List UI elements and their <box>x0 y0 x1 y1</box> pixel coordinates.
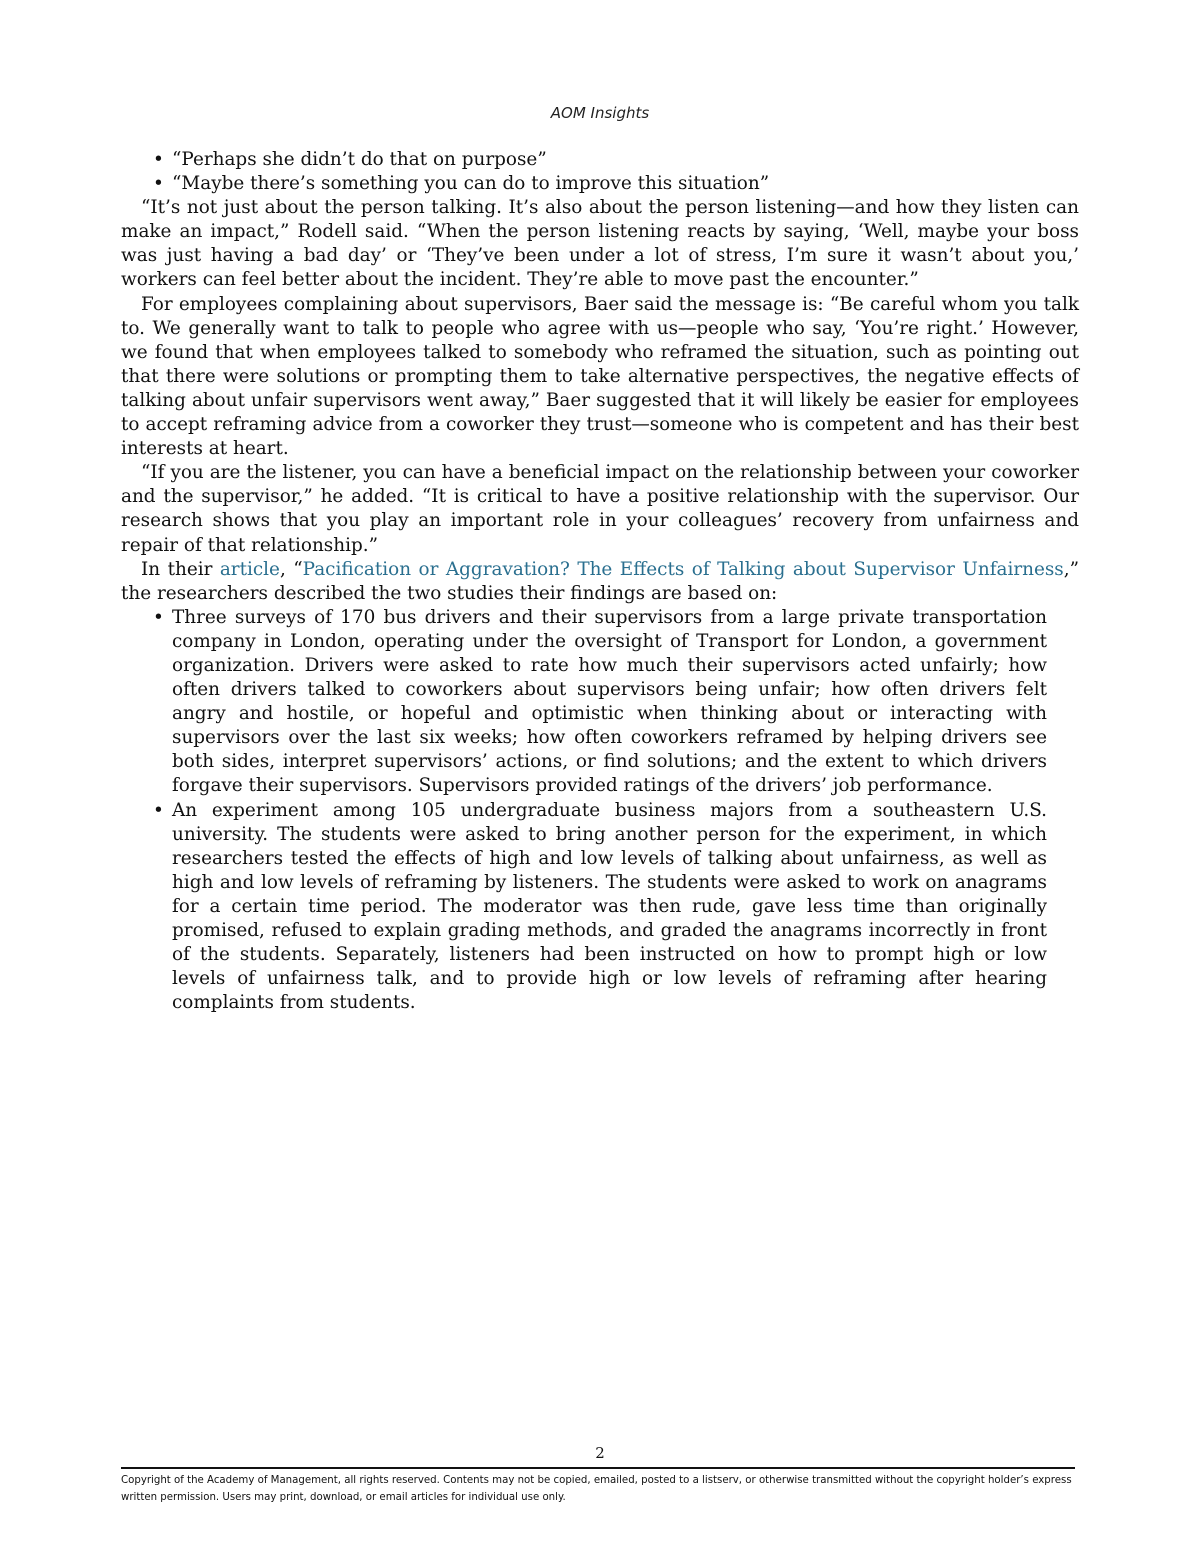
intro-text: , “ <box>279 558 303 580</box>
list-item-text: “Maybe there’s something you can do to improve this situation” <box>172 173 770 195</box>
list-item-text: Three surveys of 170 bus drivers and their supervisors from a large private transportation company in London, operating under the oversight of Transport for London, a government organization. Drivers were asked to rate how much their supervisors acted unfairly; how often drivers talked to coworkers about supervisors being unfair; how often drivers felt angry and hostile, or hopeful and optimistic when thinking about or interacting with supervisors over the last six weeks; how often coworkers reframed by helping drivers see both sides, interpret supervisors’ actions, or find solutions; and the extent to which drivers forgave their supervisors. Supervisors provided ratings of the drivers’ job performance. <box>172 606 1047 797</box>
list-item-text: An experiment among 105 undergraduate business majors from a southeastern U.S. university. The students were asked to bring another person for the experiment, in which researchers tested the effects of high and low levels of talking about unfairness, as well as high and low levels of reframing by listeners. The students were asked to work on anagrams for a certain time period. The moderator was then rude, gave less time than originally promised, refused to explain grading methods, and graded the anagrams incorrectly in front of the students. Separately, listeners had been instructed on how to prompt high or low levels of unfairness talk, and to provide high or low levels of reframing after hearing complaints from students. <box>172 799 1047 1014</box>
bullet-icon: • <box>153 149 164 170</box>
bullet-icon: • <box>153 799 164 821</box>
page-number: 2 <box>595 1444 605 1462</box>
bullet-icon: • <box>153 606 164 628</box>
paragraph-rodell-quote: “It’s not just about the person talking. It’s also about the person listening—and how they listen can make an impact,” Rodell said. “When the person listening reacts by saying, ‘Well, maybe your boss was just having a bad day’ or ‘They’ve been under a lot of stress, I’m sure it wasn’t about you,’ workers can feel better about the incident. They’re able to move past the encounter.” <box>121 197 1079 291</box>
running-header: AOM Insights <box>550 104 650 122</box>
list-item-text: “Perhaps she didn’t do that on purpose” <box>172 149 547 170</box>
intro-text: ,” the researchers described the two studies their findings are based on: <box>121 558 1079 604</box>
intro-text: In their <box>141 558 220 580</box>
quote-bullet-list <box>121 148 1079 196</box>
article-title-link[interactable]: Pacification or Aggravation? The Effects of Talking about Supervisor Unfairness <box>302 558 1064 580</box>
list-item <box>121 172 1079 196</box>
article-link[interactable]: article <box>219 558 280 580</box>
list-item <box>121 799 1079 1016</box>
list-item <box>121 606 1079 799</box>
paragraph-studies-intro <box>121 558 1079 606</box>
article-body <box>121 148 1079 1015</box>
study-bullet-list <box>121 606 1079 1016</box>
paragraph-listener-impact: “If you are the listener, you can have a beneficial impact on the relationship between your coworker and the supervisor,” he added. “It is critical to have a positive relationship with the supervisor. Our research shows that you play an important role in your colleagues’ recovery from unfairness and repair of that relationship.” <box>121 462 1079 556</box>
list-item <box>121 148 1079 172</box>
bullet-icon: • <box>153 173 164 195</box>
footer-divider <box>121 1467 1075 1469</box>
copyright-notice: Copyright of the Academy of Management, all rights reserved. Contents may not be copied, emailed, posted to a listserv, or otherwise transmitted without the copyright holder’s express written permission. Users may print, download, or email articles for individual use only. <box>121 1475 1072 1503</box>
paragraph-baer-message: For employees complaining about supervisors, Baer said the message is: “Be careful whom you talk to. We generally want to talk to people who agree with us—people who say, ‘You’re right.’ However, we found that when employees talked to somebody who reframed the situation, such as pointing out that there were solutions or prompting them to take alternative perspectives, the negative effects of talking about unfair supervisors went away,” Baer suggested that it will likely be easier for employees to accept reframing advice from a coworker they trust—someone who is competent and has their best interests at heart. <box>121 293 1079 460</box>
